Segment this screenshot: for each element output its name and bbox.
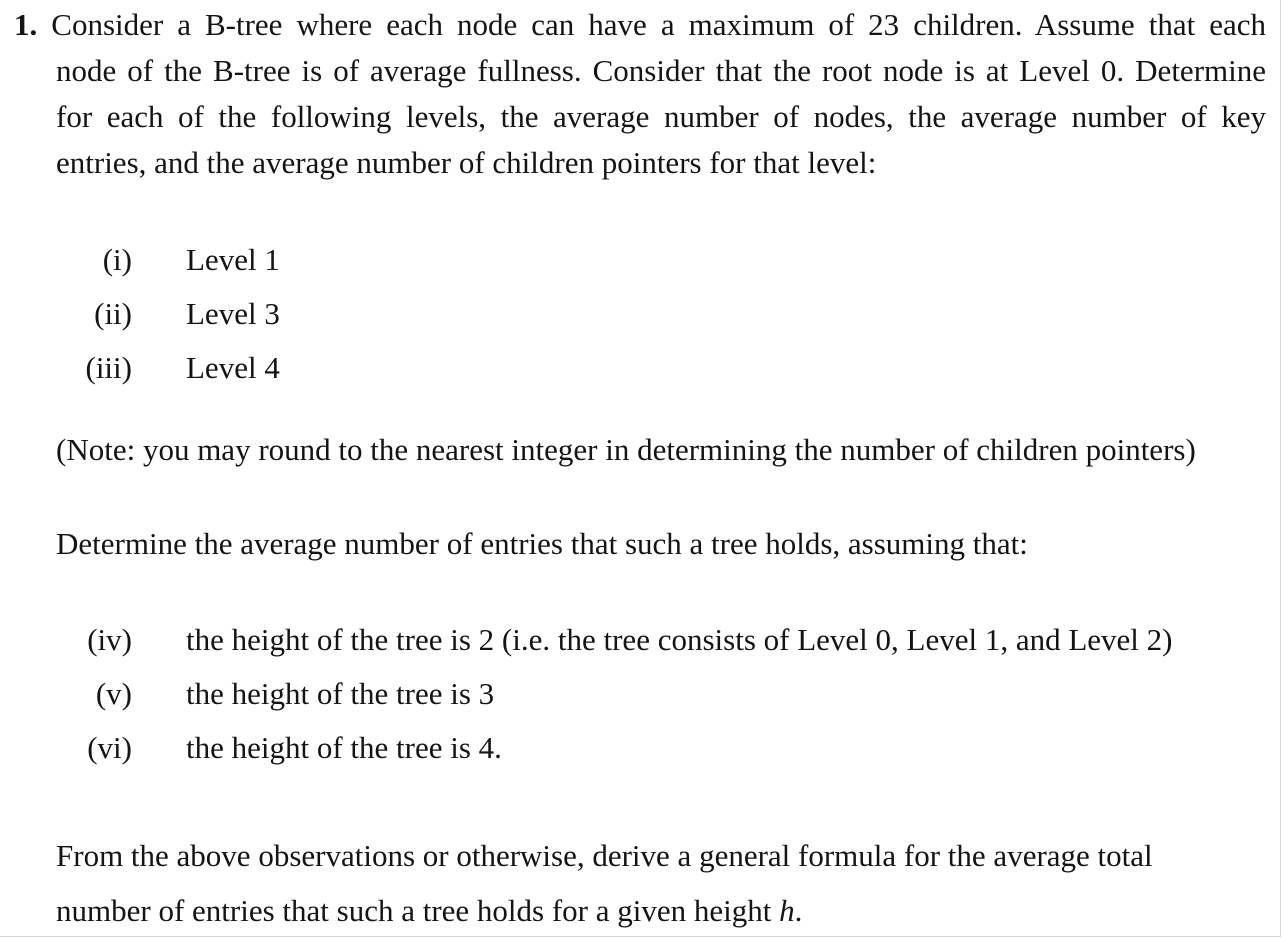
height-variable: h xyxy=(779,893,795,928)
level-item-text: Level 1 xyxy=(186,242,280,277)
height-item-label: (v) xyxy=(95,676,132,711)
height-item-label: (iv) xyxy=(87,622,132,657)
level-item-text: Level 4 xyxy=(186,350,280,385)
question-intro-line-2: node of the B-tree is of average fullness. Consider that the root node is at Level 0. Determine xyxy=(56,53,1266,88)
level-item-label: (i) xyxy=(102,242,132,277)
note-text: (Note: you may round to the nearest integer in determining the number of children pointers) xyxy=(56,432,1196,467)
determine-text: Determine the average number of entries that such a tree holds, assuming that: xyxy=(56,526,1028,561)
formula-line-2: number of entries that such a tree holds for a given height h. xyxy=(56,893,803,928)
height-item-text: the height of the tree is 3 xyxy=(186,676,495,711)
question-intro-line-3: for each of the following levels, the average number of nodes, the average number of key xyxy=(56,99,1266,134)
level-item-label: (ii) xyxy=(94,296,132,331)
height-item-text: the height of the tree is 4. xyxy=(186,730,502,765)
question-intro-line-4: entries, and the average number of children pointers for that level: xyxy=(56,145,877,180)
level-item-text: Level 3 xyxy=(186,296,280,331)
height-item-label: (vi) xyxy=(87,730,132,765)
height-item-text: the height of the tree is 2 (i.e. the tree consists of Level 0, Level 1, and Level 2) xyxy=(186,622,1173,657)
level-item-label: (iii) xyxy=(85,350,132,385)
formula-line-1: From the above observations or otherwise, derive a general formula for the average total xyxy=(56,838,1153,873)
question-intro-line-1: 1. Consider a B-tree where each node can have a maximum of 23 children. Assume that each xyxy=(14,7,1266,42)
question-number: 1. xyxy=(14,7,38,42)
